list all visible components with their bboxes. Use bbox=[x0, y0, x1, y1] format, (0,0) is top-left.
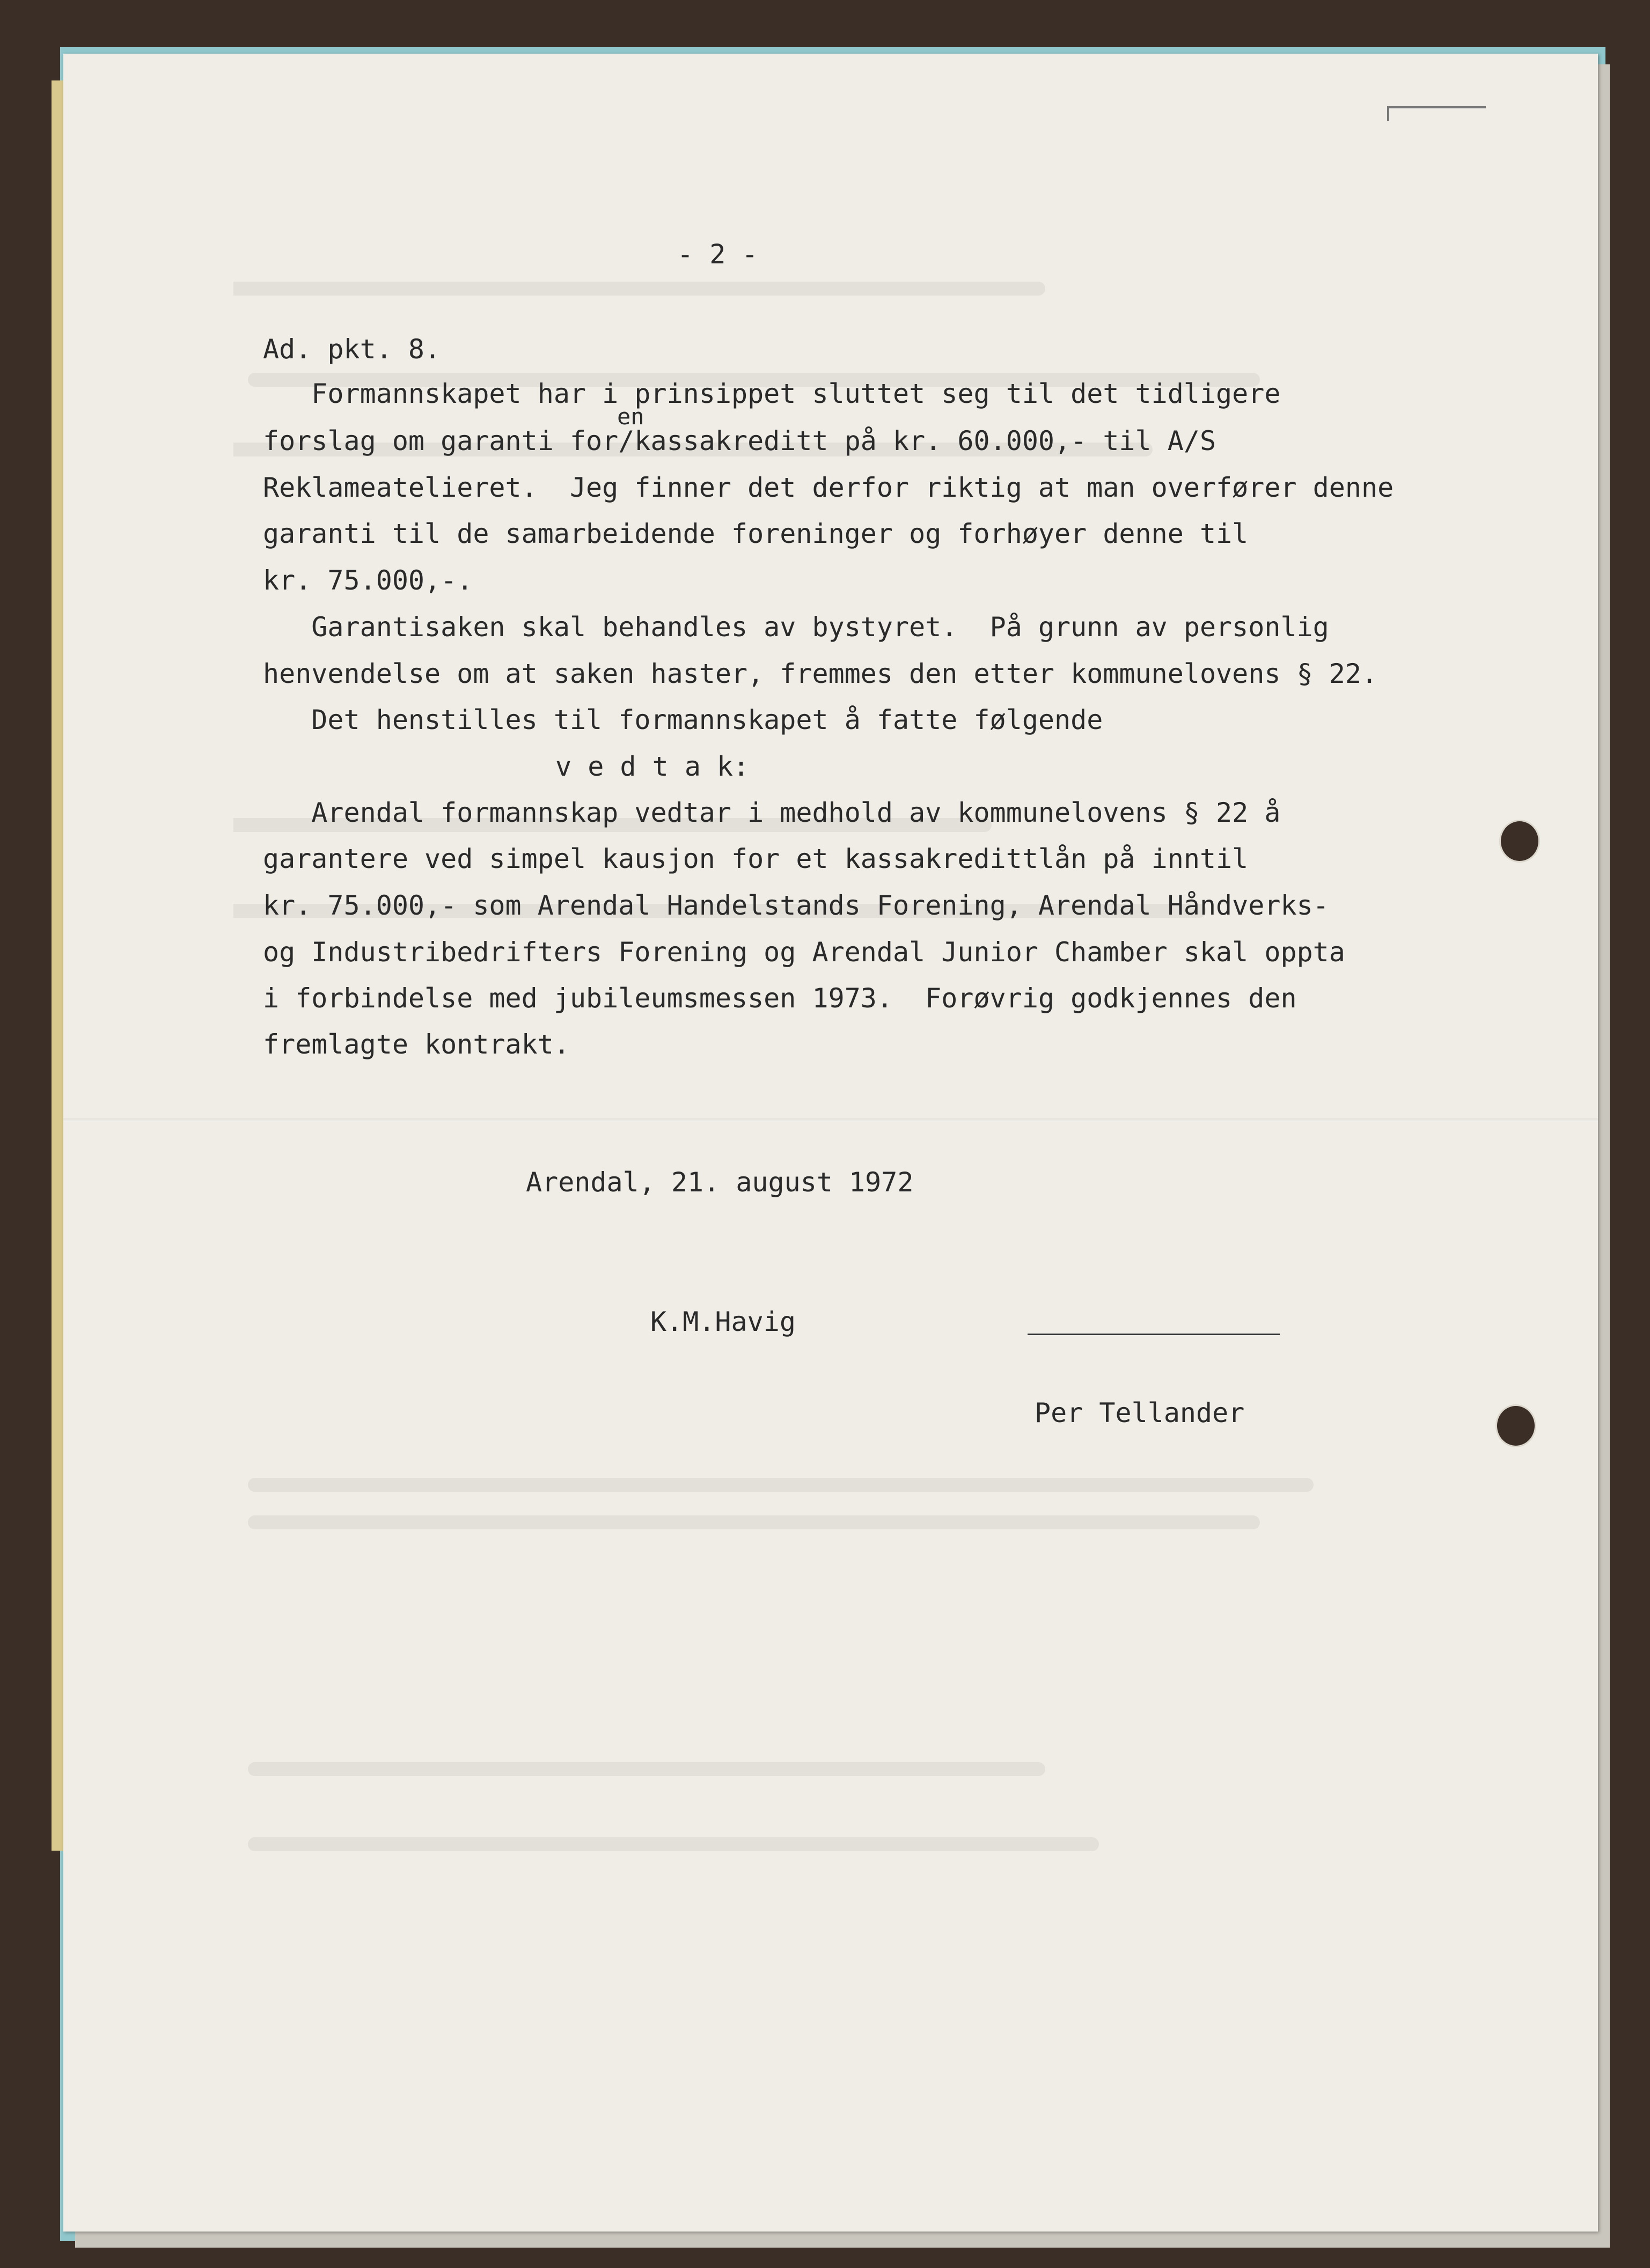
page-number: - 2 - bbox=[677, 239, 758, 270]
paragraph1-line2: forslag om garanti for/kassakreditt på kr. 60.000,- til A/S bbox=[263, 425, 1216, 456]
vedtak-line2: garantere ved simpel kausjon for et kassakredittlån på inntil bbox=[263, 843, 1249, 874]
staple-mark bbox=[1387, 106, 1486, 121]
signature-line bbox=[1028, 1334, 1280, 1335]
paragraph3: Det henstilles til formannskapet å fatte følgende bbox=[263, 704, 1103, 735]
vedtak-line5: i forbindelse med jubileumsmessen 1973. Forøvrig godkjennes den bbox=[263, 983, 1297, 1014]
vedtak-line3: kr. 75.000,- som Arendal Handelstands Forening, Arendal Håndverks- bbox=[263, 890, 1329, 921]
agenda-heading: Ad. pkt. 8. bbox=[263, 334, 441, 365]
vedtak-line1: Arendal formannskap vedtar i medhold av kommunelovens § 22 å bbox=[263, 797, 1281, 828]
paragraph2-line1: Garantisaken skal behandles av bystyret. På grunn av personlig bbox=[263, 612, 1329, 643]
paragraph1-line1: Formannskapet har i prinsippet sluttet seg til det tidligere bbox=[263, 378, 1281, 409]
punch-hole-upper bbox=[1499, 820, 1540, 863]
signatory-tellander: Per Tellander bbox=[1035, 1397, 1245, 1428]
vedtak-line4: og Industribedrifters Forening og Arendal Junior Chamber skal oppta bbox=[263, 937, 1345, 968]
paragraph1-line4: garanti til de samarbeidende foreninger og forhøyer denne til bbox=[263, 518, 1249, 549]
place-date: Arendal, 21. august 1972 bbox=[526, 1167, 914, 1198]
signatory-havig: K.M.Havig bbox=[650, 1306, 796, 1337]
vedtak-label: v e d t a k: bbox=[555, 751, 750, 782]
vedtak-line6: fremlagte kontrakt. bbox=[263, 1029, 570, 1060]
handwritten-insert: en bbox=[617, 403, 644, 430]
paragraph1-line5: kr. 75.000,-. bbox=[263, 565, 473, 596]
punch-hole-lower bbox=[1495, 1404, 1536, 1447]
paragraph1-line3: Reklameatelieret. Jeg finner det derfor riktig at man overfører denne bbox=[263, 472, 1394, 503]
paragraph2-line2: henvendelse om at saken haster, fremmes den etter kommunelovens § 22. bbox=[263, 658, 1378, 689]
